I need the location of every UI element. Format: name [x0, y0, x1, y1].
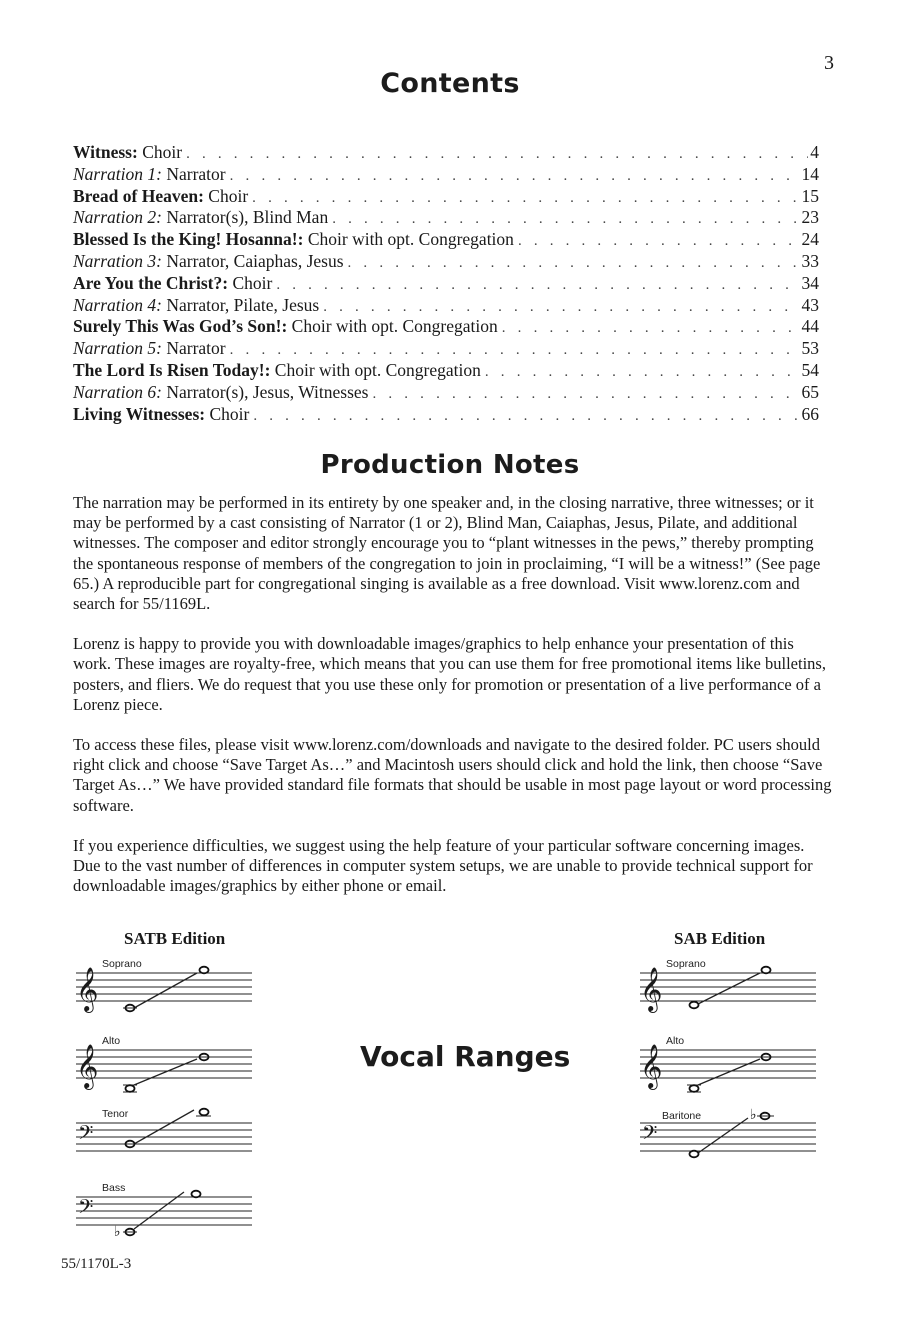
dot-leader [186, 146, 808, 163]
toc-entry-title: Narration 3: [73, 250, 162, 271]
flat-icon: ♭ [114, 1224, 121, 1240]
dot-leader [332, 211, 799, 228]
toc-entry[interactable] [73, 316, 819, 338]
notes-paragraph: To access these files, please visit www.lorenz.com/downloads and navigate to the desired folder. PC users should right click and choose “Save Target As…” and Macintosh users should click and hold the link, then choose “Save Target As…” We have provided standard file formats that should be usable in most page layout or word processing software. [73, 735, 832, 815]
satb-bass-range [74, 1180, 254, 1246]
toc-entry-page: 66 [801, 403, 819, 424]
page-number: 3 [824, 52, 834, 74]
toc-entry[interactable] [73, 251, 819, 273]
satb-soprano-range [74, 956, 254, 1022]
sab-soprano-range [638, 956, 818, 1022]
toc-entry-page: 14 [801, 163, 819, 184]
satb-tenor-range [74, 1106, 254, 1172]
toc-entry-page: 43 [801, 294, 819, 315]
dot-leader [485, 364, 800, 381]
toc-entry-title: Narration 1: [73, 163, 162, 184]
voice-name: Alto [666, 1035, 685, 1047]
toc-entry-desc: Choir with opt. Congregation [291, 316, 498, 337]
toc-entry[interactable] [73, 273, 819, 295]
toc-entry-page: 33 [801, 250, 819, 271]
high-note [762, 967, 771, 974]
voice-name: Alto [102, 1035, 121, 1047]
dot-leader [252, 190, 799, 207]
toc-entry-title: Witness: [73, 142, 138, 162]
flat-icon: ♭ [750, 1107, 757, 1123]
notes-paragraph: If you experience difficulties, we suggest using the help feature of your particular software concerning images. Due to the vast number of differences in computer system setups, we are unable to provide technical support for downloadable images/graphics by either phone or email. [73, 835, 813, 896]
toc-entry-title: Are You the Christ?: [73, 272, 229, 293]
toc-entry[interactable] [73, 338, 819, 360]
low-note [690, 1085, 699, 1092]
toc-entry-desc: Narrator(s), Blind Man [166, 207, 329, 228]
toc-entry-title: Bread of Heaven: [73, 185, 204, 206]
catalog-code: 55/1170L-3 [61, 1256, 132, 1272]
toc-entry-desc: Narrator [166, 338, 226, 359]
low-note [126, 1085, 135, 1092]
toc-entry-title: Narration 5: [73, 338, 162, 359]
range-slur [698, 973, 760, 1004]
voice-name: Bass [102, 1182, 126, 1194]
bass-clef-icon: 𝄢 [78, 1195, 94, 1223]
high-note [200, 967, 209, 974]
toc-entry-title: Narration 2: [73, 207, 162, 228]
dot-leader [372, 386, 799, 403]
toc-entry[interactable] [73, 295, 819, 317]
toc-entry[interactable] [73, 382, 819, 404]
toc-entry-desc: Narrator(s), Jesus, Witnesses [166, 381, 369, 402]
notes-paragraph: Lorenz is happy to provide you with downloadable images/graphics to help enhance your presentation of this work. These images are royalty-free, which means that you can use them for free promotional items like bulletins, posters, and fliers. We do request that you use these only for promotion or presentation of a live performance of a Lorenz piece. [73, 634, 826, 714]
dot-leader [230, 342, 800, 359]
contents-title: Contents [380, 68, 520, 99]
sab-edition-label: SAB Edition [674, 929, 766, 948]
treble-clef-icon: 𝄞 [76, 1044, 99, 1088]
range-slur [134, 973, 197, 1008]
dot-leader [518, 233, 800, 250]
dot-leader [230, 168, 800, 185]
toc-entry-page: 54 [801, 359, 819, 380]
toc-entry-page: 4 [810, 142, 819, 162]
toc-entry-title: The Lord Is Risen Today!: [73, 359, 271, 380]
toc-entry-title: Narration 6: [73, 381, 162, 402]
toc-entry-title: Surely This Was God’s Son!: [73, 316, 288, 337]
vocal-ranges-title: Vocal Ranges [360, 1040, 571, 1073]
production-notes-body [73, 493, 833, 916]
treble-clef-icon: 𝄞 [76, 967, 99, 1011]
toc-entry-desc: Choir [232, 272, 273, 293]
toc-entry-title: Narration 4: [73, 294, 162, 315]
sab-alto-range [638, 1033, 818, 1099]
toc-entry[interactable] [73, 404, 819, 426]
toc-entry-page: 15 [801, 185, 819, 206]
treble-clef-icon: 𝄞 [640, 1044, 663, 1088]
toc-entry-desc: Narrator [166, 163, 226, 184]
table-of-contents [73, 142, 819, 425]
toc-entry[interactable] [73, 229, 819, 251]
toc-entry-desc: Narrator, Pilate, Jesus [166, 294, 320, 315]
satb-alto-range [74, 1033, 254, 1099]
low-note [690, 1151, 699, 1158]
toc-entry-desc: Choir [208, 185, 249, 206]
toc-entry-desc: Narrator, Caiaphas, Jesus [166, 250, 344, 271]
toc-entry-desc: Choir with opt. Congregation [274, 359, 481, 380]
range-slur [134, 1110, 194, 1144]
bass-clef-icon: 𝄢 [78, 1121, 94, 1149]
dot-leader [323, 299, 799, 316]
low-note [690, 1002, 699, 1009]
high-note [200, 1109, 209, 1116]
dot-leader [253, 408, 799, 425]
toc-entry-page: 53 [801, 338, 819, 359]
voice-name: Soprano [102, 958, 142, 970]
voice-name: Soprano [666, 958, 706, 970]
dot-leader [276, 277, 799, 294]
satb-edition-label: SATB Edition [124, 929, 226, 948]
high-note [192, 1191, 201, 1198]
toc-entry-desc: Choir [142, 142, 183, 162]
toc-entry-page: 24 [801, 229, 819, 250]
toc-entry-page: 65 [801, 381, 819, 402]
production-notes-title: Production Notes [320, 450, 580, 480]
range-slur [698, 1059, 760, 1085]
toc-entry-title: Living Witnesses: [73, 403, 206, 424]
sab-baritone-range [638, 1106, 818, 1172]
toc-entry[interactable] [73, 186, 819, 208]
voice-name: Tenor [102, 1108, 129, 1120]
dot-leader [348, 255, 800, 272]
toc-entry-page: 34 [801, 272, 819, 293]
toc-entry[interactable] [73, 207, 819, 229]
toc-entry-page: 23 [801, 207, 819, 228]
toc-entry[interactable] [73, 360, 819, 382]
notes-paragraph: The narration may be performed in its entirety by one speaker and, in the closing narrative, three witnesses; or it may be performed by a cast consisting of Narrator (1 or 2), Blind Man, Caiaphas, Jesus, Pilate, and additional witnesses. The composer and editor strongly encourage you to “plant witnesses in the pews,” thereby prompting the spontaneous response of members of the congregation to join in proclaiming, “I will be a witness!” (See page 65.) A reproducible part for congregational singing is available as a free download. Visit www.lorenz.com and search for 55/1169L. [73, 493, 821, 614]
treble-clef-icon: 𝄞 [640, 967, 663, 1011]
bass-clef-icon: 𝄢 [642, 1121, 658, 1149]
toc-entry-page: 44 [801, 316, 819, 337]
toc-entry-title: Blessed Is the King! Hosanna!: [73, 229, 304, 250]
toc-entry[interactable] [73, 164, 819, 186]
range-slur [134, 1059, 197, 1085]
toc-entry[interactable] [73, 142, 819, 164]
voice-name: Baritone [662, 1110, 702, 1122]
toc-entry-desc: Choir [209, 403, 250, 424]
toc-entry-desc: Choir with opt. Congregation [307, 229, 514, 250]
dot-leader [502, 320, 800, 337]
